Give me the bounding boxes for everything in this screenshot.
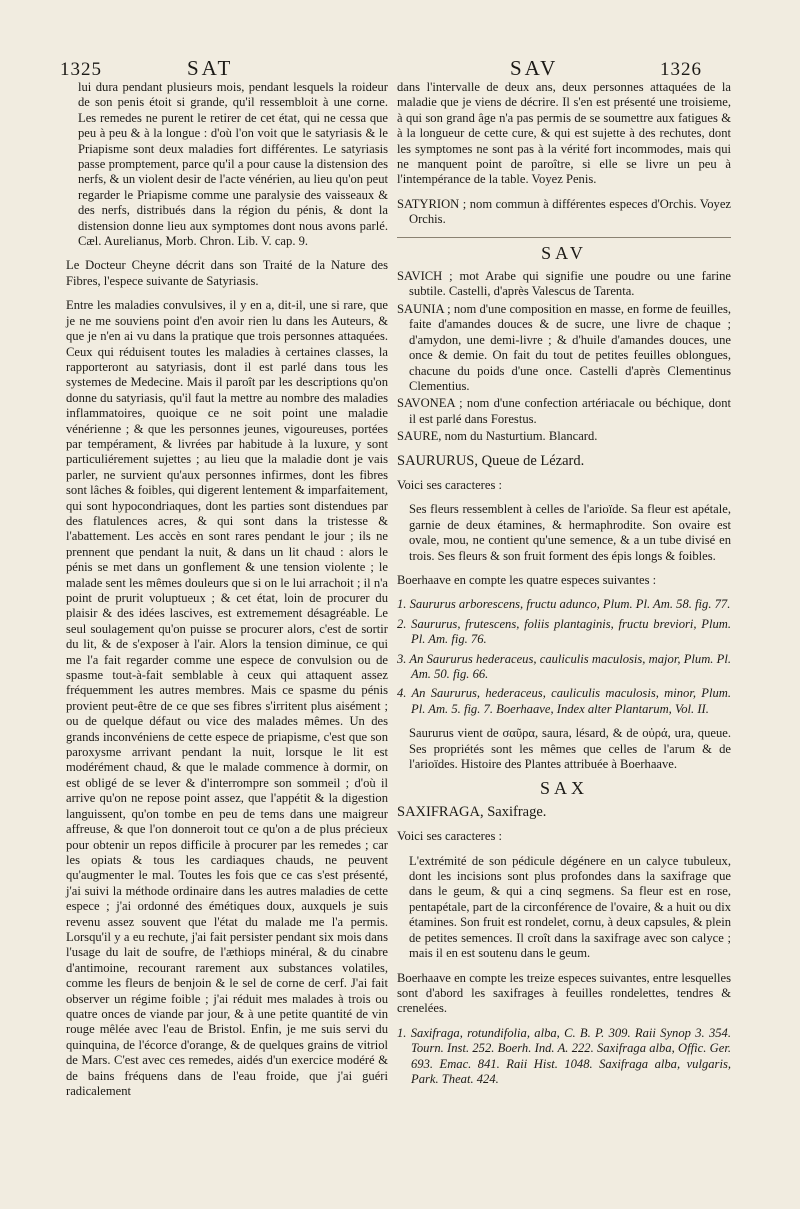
saxifraga-description: L'extrémité de son pédicule dégénere en un calyce tubuleux, dont les incisions sont plus profondes dans la saxifrage que dans le geum, & qui a cinq segmens. Sa fleur est en rose, pentapétale, part de la circonférence de l'ovaire, & a huit ou dix étamines. Son fruit est rondelet, cornu, à deux capsules, & plein de petites semences. Il croît dans la saxifrage avec son calyce ; mais il en est soutenu dans le geum. xyxy=(409,853,731,961)
saururus-etymology: Saururus vient de σαῦρα, saura, lésard, & de οὐρά, ura, queue. Ses propriétés sont les mêmes que celles de l'arum & de l'arioïdes. Histoire des Plantes attribuée à Boerhaave. xyxy=(409,726,731,772)
entry-saururus: SAURURUS, Queue de Lézard. xyxy=(397,452,585,469)
section-heading-sax: SAX xyxy=(539,778,588,799)
entry-saure: SAURE, nom du Nasturtium. Blancard. xyxy=(397,429,598,444)
entry-saxifraga: SAXIFRAGA, Saxifrage. xyxy=(397,803,547,820)
saxifraga-characters-intro: Voici ses caracteres : xyxy=(397,829,503,844)
left-column xyxy=(66,80,388,1108)
entry-satyrion: SATYRION ; nom commun à différentes especes d'Orchis. Voyez Orchis. xyxy=(397,196,731,227)
saururus-species-intro: Boerhaave en compte les quatre especes suivantes : xyxy=(397,572,657,587)
left-paragraph-2: Le Docteur Cheyne décrit dans son Traité de la Nature des Fibres, l'espece suivante de Satyriasis. xyxy=(66,258,388,288)
left-paragraph-1: lui dura pendant plusieurs mois, pendant lesquels la roideur de son penis étoit si grande, qu'il ressembloit à une corne. Les remedes ne purent le retirer de cet état, qui ne cessa que peu à peu & à la longue : d'où l'on voit que le satyriasis & le Priapisme sont deux maladies fort différentes. Le satyriasis passe promptement, parce qu'il a pour cause la distension des nerfs, & un violent desir de l'acte vénérien, au lieu qu'on peut regarder le Priapisme comme une paralysie des vaisseaux & des nerfs, distribués dans la région du pénis, & dont la distension donne lieu aux symptomes dont nous avons parlé. Cæl. Aurelianus, Morb. Chron. Lib. V. cap. 9. xyxy=(78,80,388,249)
saururus-species-4: 4. An Saururus, hederaceus, cauliculis maculosis, minor, Plum. Pl. Am. 5. fig. 7. Boerhaave, Index alter Plantarum, Vol. II. xyxy=(397,686,731,716)
saururus-species-2: 2. Saururus, frutescens, foliis plantaginis, fructu breviori, Plum. Pl. Am. fig. 76. xyxy=(397,616,731,647)
left-running-head: SAT xyxy=(187,56,234,80)
left-paragraph-3: Entre les maladies convulsives, il y en a, dit-il, une si rare, que je ne me souviens point d'en avoir rien lu dans les Auteurs, & que je n'en ai vu dans la pratique que trois personnes attaquées. Ceux qui réduisent toutes les maladies à certaines classes, la rapporteront au satyriasis, dont il est parlé dans tous les systemes de Medecine. Mais il paroît par les descriptions qu'on donne du satyriasis, qu'il faut la mettre au nombre des maladies inflammatoires, quoique ce ne soit point une maladie vénérienne ; & que les personnes jeunes, vigoureuses, portées par tempérament, & livrées par habitude à la luxure, y sont particuliérement sujettes ; au lieu que la maladie dont je vais parler, ne survient qu'aux personnes infirmes, dont les fibres sont lâches & foibles, qui digerent lentement & imparfaitement, qui sont hypocondriaques, dont les parties sont distendues par des flatulences acres, & qui sont dans la tristesse & l'abattement. Les accès en sont rares pendant le jour ; ils ne prennent que pendant la nuit, & dans un lit chaud : alors le pénis se met dans un gonflement & une tension violente ; le malade sent les mêmes douleurs que si on le lui arrachoit ; il n'a point de prurit voluptueux ; & cet état, loin de procurer du plaisir & des idées lascives, est extremement désagréable. Le seul soulagement qu'on puisse se procurer alors, c'est de sortir du lit, & de s'exposer à l'air. Alors la tension diminue, ce qui me l'a fait regarder comme une espece de convulsion ou de spasme tout-à-fait semblable à ceux qui attaquent assez fréquemment les autres membres. Mais ce spasme du pénis provient peut-être de ce que ses fibres s'irritent plus aisément ; ou de quelque défaut ou vice des malades mêmes. Un des grands inconvéniens de cette espece de priapisme, c'est que son paroxysme arrivant pendant la nuit, lorsque le lit est modérément chaud, & que le malade commence à dormir, on est obligé de se lever & d'interrompre son sommeil ; d'où il arrive qu'on ne repose point assez, que l'appétit & la digestion languissent, qu'on tombe en peu de tems dans une maigreur affreuse, & que l'on donneroit tout ce qu'on a de plus précieux pour obtenir un repos difficile à procurer par les remedes ; car les opiats & tous les cardiaques chauds, ne peuvent qu'augmenter le mal. Toutes les fois que ce cas s'est présenté, j'ai suivi la méthode ordinaire dans les autres maladies de cette espece ; j'ai ordonné des émétiques doux, auxquels je suis revenu assez souvent que l'état du malade me l'a permis. Lorsqu'il y a eu rechute, j'ai fait persister pendant six mois dans l'usage du lait de soufre, de l'æthiops minéral, & du cinabre d'antimoine, recourant rarement aux substances volatiles, comme les fleurs de benjoin & le sel de corne de cerf. J'ai fait observer un régime foible ; j'ai réduit mes malades à trois ou quatre onces de viande par jour, & à une petite quantité de vin rouge mêlée avec l'eau de Bristol. Enfin, je me suis servi du quinquina, de l'écorce d'orange, & de quelques grains de vitriol de Mars. C'est avec ces remedes, aidés d'un exercice modéré & de bains fréquens dans de l'eau froide, que j'ai guéri radicalement xyxy=(66,298,388,1098)
right-column xyxy=(397,80,731,1091)
saururus-species-3: 3. An Saururus hederaceus, cauliculis maculosis, major, Plum. Pl. Am. 50. fig. 66. xyxy=(397,651,731,681)
entry-savich: SAVICH ; mot Arabe qui signifie une poudre ou une farine subtile. Castelli, d'après Valescus de Tarenta. xyxy=(397,269,731,299)
right-paragraph-1: dans l'intervalle de deux ans, deux personnes attaquées de la maladie que je viens de décrire. Il s'en est présenté une troisieme, à qui son grand âge n'a pas permis de se soumettre aux fatigues & à la longueur de cette cure, & qui est sujette à des rechutes, dont les symptomes ne sont pas à la vérité fort incommodes, mais qui ne manquent point de paroître, si elle se livre un peu à l'intempérance de la table. Voyez Penis. xyxy=(397,80,731,187)
right-running-head: SAV xyxy=(510,56,559,80)
divider xyxy=(397,237,731,238)
entry-saunia: SAUNIA ; nom d'une composition en masse, en forme de feuilles, faite d'amandes douces & de sucre, une livre de chaque ; d'amydon, une demi-livre ; & d'huile d'amandes douces, une once & demie. On fait du tout de petites feuilles oblongues, chacune du poids d'une once. Castelli d'après Clementinus Clementius. xyxy=(397,301,731,393)
saxifraga-species-intro: Boerhaave en compte les treize especes suivantes, entre lesquelles sont d'abord les saxifrages à feuilles rondelettes, tendres & crenelées. xyxy=(397,970,731,1016)
right-page-number: 1326 xyxy=(660,59,702,80)
saururus-description: Ses fleurs ressemblent à celles de l'arioïde. Sa fleur est apétale, garnie de deux étamines, & hermaphrodite. Son ovaire est ovale, mou, ne contient qu'une semence, & a un tube divisé en trois. Ses fleurs & son fruit forment des épis longs & foibles. xyxy=(409,502,731,563)
saxifraga-species-1: 1. Saxifraga, rotundifolia, alba, C. B. P. 309. Raii Synop 3. 354. Tourn. Inst. 252. Boerh. Ind. A. 222. Saxifraga alba, Offic. Ger. 693. Emac. 841. Raii Hist. 1048. Saxifraga alba, vulgaris, Park. Theat. 424. xyxy=(397,1025,731,1086)
left-page-number: 1325 xyxy=(60,59,102,80)
entry-savonea: SAVONEA ; nom d'une confection artériacale ou béchique, dont il est parlé dans Forestus. xyxy=(397,396,731,426)
saururus-species-1: 1. Saururus arborescens, fructu adunco, Plum. Pl. Am. 58. fig. 77. xyxy=(397,597,731,612)
saururus-characters-intro: Voici ses caracteres : xyxy=(397,477,503,492)
section-heading-sav: SAV xyxy=(541,242,587,263)
